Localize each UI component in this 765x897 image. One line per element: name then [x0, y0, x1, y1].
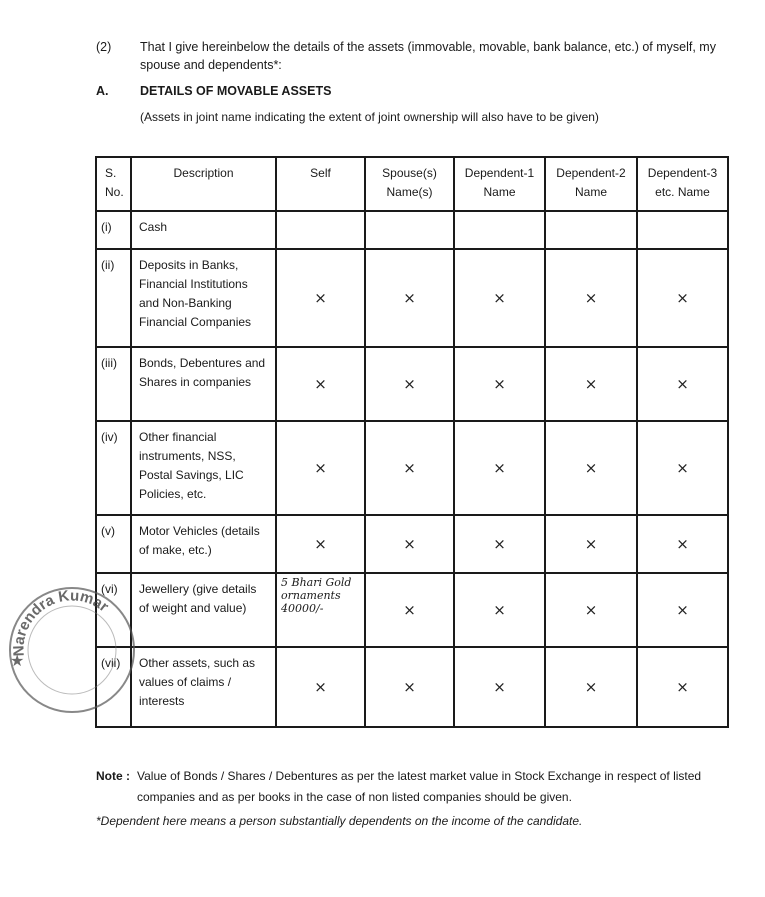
cell-dependent-2: ×	[545, 421, 637, 515]
cell-self: ×	[276, 647, 365, 727]
seal-star-icon: ★	[10, 653, 25, 670]
note-label: Note :	[96, 769, 130, 783]
cell-spouse: ×	[365, 647, 454, 727]
cell-spouse: ×	[365, 347, 454, 421]
table-header-row	[96, 157, 728, 211]
cell-dependent-3: ×	[637, 647, 728, 727]
cell-self: ×	[276, 421, 365, 515]
cell-dependent-3	[637, 211, 728, 249]
header-self: Self	[276, 157, 365, 211]
row-description: Jewellery (give details of weight and value)	[131, 573, 276, 647]
svg-text:Narendra Kumar	[10, 587, 111, 656]
cell-dependent-1: ×	[454, 249, 545, 347]
cell-spouse: ×	[365, 515, 454, 573]
cell-spouse: ×	[365, 421, 454, 515]
cell-spouse: ×	[365, 573, 454, 647]
table-row	[96, 421, 728, 515]
table-row	[96, 249, 728, 347]
table-row	[96, 647, 728, 727]
movable-assets-table	[95, 156, 729, 728]
cell-self: ×	[276, 515, 365, 573]
row-description: Deposits in Banks, Financial Institutions and Non-Banking Financial Companies	[131, 249, 276, 347]
cell-dependent-3: ×	[637, 347, 728, 421]
header-dependent-2: Dependent-2 Name	[545, 157, 637, 211]
row-sno: (vi)	[96, 573, 131, 647]
header-description: Description	[131, 157, 276, 211]
cell-dependent-3: ×	[637, 573, 728, 647]
cell-dependent-2: ×	[545, 347, 637, 421]
table-row	[96, 211, 728, 249]
cell-dependent-2	[545, 211, 637, 249]
cell-dependent-1: ×	[454, 573, 545, 647]
cell-dependent-1: ×	[454, 347, 545, 421]
cell-dependent-2: ×	[545, 647, 637, 727]
cell-self: ×	[276, 347, 365, 421]
cell-dependent-3: ×	[637, 421, 728, 515]
header-dependent-3: Dependent-3 etc. Name	[637, 157, 728, 211]
cell-dependent-2: ×	[545, 573, 637, 647]
cell-dependent-2: ×	[545, 515, 637, 573]
cell-dependent-1: ×	[454, 647, 545, 727]
header-sno: S. No.	[96, 157, 131, 211]
cell-dependent-2: ×	[545, 249, 637, 347]
row-sno: (iii)	[96, 347, 131, 421]
row-sno: (vii)	[96, 647, 131, 727]
row-description: Bonds, Debentures and Shares in companies	[131, 347, 276, 421]
cell-dependent-1: ×	[454, 421, 545, 515]
seal-text: Narendra Kumar	[10, 587, 112, 657]
row-description: Cash	[131, 211, 276, 249]
row-description: Other assets, such as values of claims / interests	[131, 647, 276, 727]
row-description: Other financial instruments, NSS, Postal Savings, LIC Policies, etc.	[131, 421, 276, 515]
cell-dependent-3: ×	[637, 249, 728, 347]
cell-spouse: ×	[365, 249, 454, 347]
cell-dependent-3: ×	[637, 515, 728, 573]
section-subtitle: (Assets in joint name indicating the extent of joint ownership will also have to be given)	[140, 110, 599, 124]
row-sno: (i)	[96, 211, 131, 249]
footnote: *Dependent here means a person substantially dependents on the income of the candidate.	[96, 814, 583, 828]
row-description: Motor Vehicles (details of make, etc.)	[131, 515, 276, 573]
cell-self: ×	[276, 249, 365, 347]
header-dependent-1: Dependent-1 Name	[454, 157, 545, 211]
cell-dependent-1: ×	[454, 515, 545, 573]
section-title: DETAILS OF MOVABLE ASSETS	[140, 84, 332, 98]
table-row	[96, 573, 728, 647]
row-sno: (v)	[96, 515, 131, 573]
row-sno: (iv)	[96, 421, 131, 515]
cell-self-handwritten: 5 Bhari Gold ornaments 40000/-	[276, 573, 365, 647]
table-row	[96, 347, 728, 421]
cell-dependent-1	[454, 211, 545, 249]
table-row	[96, 515, 728, 573]
official-seal-stamp	[4, 582, 140, 718]
cell-spouse	[365, 211, 454, 249]
row-sno: (ii)	[96, 249, 131, 347]
cell-self	[276, 211, 365, 249]
intro-text: That I give hereinbelow the details of the assets (immovable, movable, bank balance, etc.) of myself, my spouse and dependents*:	[140, 40, 716, 72]
note-text: Value of Bonds / Shares / Debentures as per the latest market value in Stock Exchange in respect of listed companies and as per books in the case of non listed companies should be given.	[137, 769, 702, 804]
header-spouse: Spouse(s) Name(s)	[365, 157, 454, 211]
intro-number: (2)	[96, 40, 112, 54]
section-letter: A.	[96, 84, 109, 98]
